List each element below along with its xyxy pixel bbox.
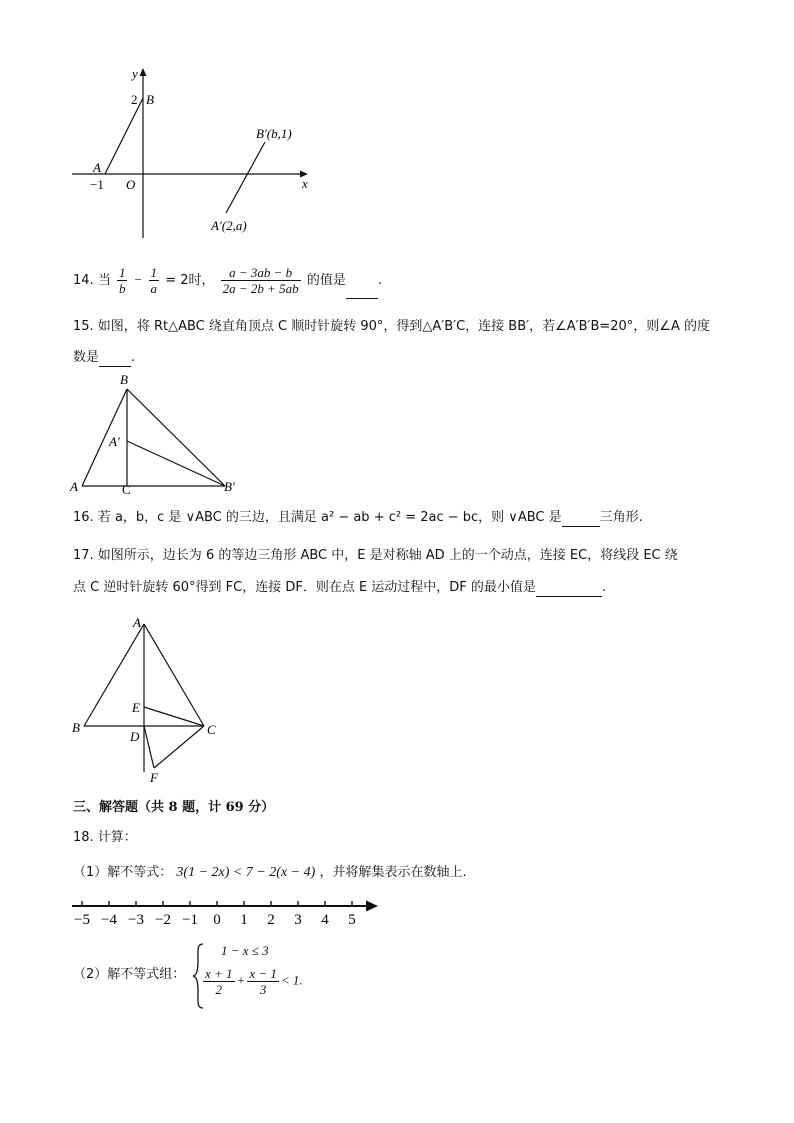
q14-f1-den: b (118, 281, 126, 296)
number-line-label: −2 (155, 912, 171, 928)
q18-p2-fraction-2 (247, 966, 279, 997)
label-a-prime: A′ (109, 434, 120, 449)
q18-p2-f2-den: 3 (259, 982, 267, 997)
q17-line2-text: 点 C 逆时针旋转 60°得到 FC，连接 DF．则在点 E 运动过程中，DF 的最小值是 (73, 580, 536, 595)
label-b: B (72, 720, 80, 735)
tick-y-label: 2 (131, 92, 138, 107)
q18-p2-f2-num: x − 1 (249, 966, 277, 981)
q14-fraction-2 (149, 265, 160, 296)
equilateral-triangle-figure (66, 610, 226, 788)
number-line-label: 1 (240, 912, 248, 928)
tick-x-label: −1 (90, 177, 104, 192)
y-axis-label: y (132, 66, 138, 81)
label-b: B (120, 372, 128, 387)
q15-end: . (131, 350, 136, 365)
q18-p2-label: （2）解不等式组： (73, 967, 186, 982)
point-b-prime-label: B′(b,1) (256, 126, 292, 141)
question-18-title: 18. 计算： (73, 830, 137, 845)
q18-p1-inequality: 3(1 − 2x) < 7 − 2(x − 4) (176, 865, 316, 880)
q14-number: 14. (73, 273, 94, 288)
q18-p2-tail: < 1 (280, 972, 300, 988)
q14-equals: = 2时， (165, 273, 215, 288)
q14-fraction-3 (221, 265, 301, 296)
q16-text: 16. 若 a，b，c 是 ∨ABC 的三边，且满足 a² − ab + c² = 2ac − bc，则 ∨ABC 是 (73, 510, 562, 525)
q18-p2-plus: + (236, 972, 246, 988)
q18-p2-inequality-2 (201, 966, 303, 997)
point-a-prime-label: A′(2,a) (211, 218, 247, 233)
x-axis-label: x (302, 176, 308, 191)
origin-label: O (126, 177, 136, 192)
q14-tail: 的值是 (306, 273, 346, 288)
question-18-part-1 (73, 864, 467, 882)
y-axis-arrow (140, 68, 147, 76)
number-line-label: −5 (74, 912, 90, 928)
q18-p2-f1-num: x + 1 (205, 966, 233, 981)
q14-f3-num: a − 3ab − b (221, 265, 301, 281)
q18-p2-inequality-1: 1 − x ≤ 3 (221, 943, 269, 958)
section-3-title: 三、解答题（共 8 题，计 69 分） (73, 800, 275, 815)
q18-p1-tail: ，并将解集表示在数轴上. (319, 865, 467, 880)
number-line (66, 896, 382, 930)
point-b-label: B (146, 92, 154, 107)
segment-a-prime-b-prime (226, 142, 265, 213)
number-line-label: 0 (213, 912, 221, 928)
number-line-label: 4 (321, 912, 329, 928)
q14-answer-blank (346, 284, 378, 299)
rotation-triangle-figure (64, 370, 254, 500)
question-17-line-2 (73, 579, 606, 597)
q17-answer-blank (536, 582, 602, 597)
q16-tail: 三角形. (599, 510, 643, 525)
number-line-label: 3 (294, 912, 302, 928)
q14-f1-num: 1 (118, 265, 126, 280)
label-d: D (130, 729, 140, 744)
point-a-label: A (93, 160, 101, 175)
q18-p1-label: （1）解不等式： (73, 865, 173, 880)
segment-df (144, 726, 154, 768)
segment-fc (154, 726, 204, 768)
question-14 (73, 262, 382, 299)
q17-end: . (601, 580, 607, 595)
number-line-label: 5 (348, 912, 356, 928)
number-line-label: −1 (182, 912, 198, 928)
q15-line2-text: 数是 (73, 350, 100, 365)
q14-fraction-1 (117, 265, 128, 296)
number-line-label: −3 (128, 912, 144, 928)
q18-p2-fraction-1 (203, 966, 235, 997)
number-line-label: 2 (267, 912, 275, 928)
q14-f2-num: 1 (150, 265, 158, 280)
q14-f2-den: a (150, 281, 158, 296)
q18-p2-end: . (299, 972, 303, 988)
label-c: C (122, 482, 131, 497)
label-b-prime: B′ (224, 479, 235, 494)
segment-ac (144, 624, 204, 726)
q14-end: . (377, 273, 382, 288)
q16-answer-blank (562, 512, 600, 527)
coordinate-figure (60, 62, 330, 247)
label-c: C (207, 722, 216, 737)
q14-f3-den: 2a − 2b + 5ab (222, 281, 299, 296)
segment-bb-prime (127, 389, 225, 486)
number-line-arrow (366, 901, 378, 912)
question-15-line-2 (73, 349, 135, 367)
q18-p2-f1-den: 2 (215, 982, 223, 997)
q14-lead: 当 (97, 273, 111, 288)
question-16 (73, 509, 643, 527)
number-line-label: −4 (101, 912, 117, 928)
segment-ab (82, 389, 127, 486)
label-a: A (133, 615, 141, 630)
label-e: E (132, 700, 140, 715)
label-a: A (70, 479, 78, 494)
q15-answer-blank (99, 352, 131, 367)
segment-a-prime-b-prime (127, 441, 225, 486)
question-17-line-1: 17. 如图所示，边长为 6 的等边三角形 ABC 中，E 是对称轴 AD 上的一个动点，连接 EC，将线段 EC 绕 (73, 548, 678, 563)
question-15-line-1: 15. 如图，将 Rt△ABC 绕直角顶点 C 顺时针旋转 90°，得到△A′B′C，连接 BB′，若∠A′B′B=20°，则∠A 的度 (73, 319, 710, 334)
label-f: F (150, 770, 158, 785)
segment-ab (105, 98, 143, 174)
q14-minus: − (133, 272, 143, 287)
